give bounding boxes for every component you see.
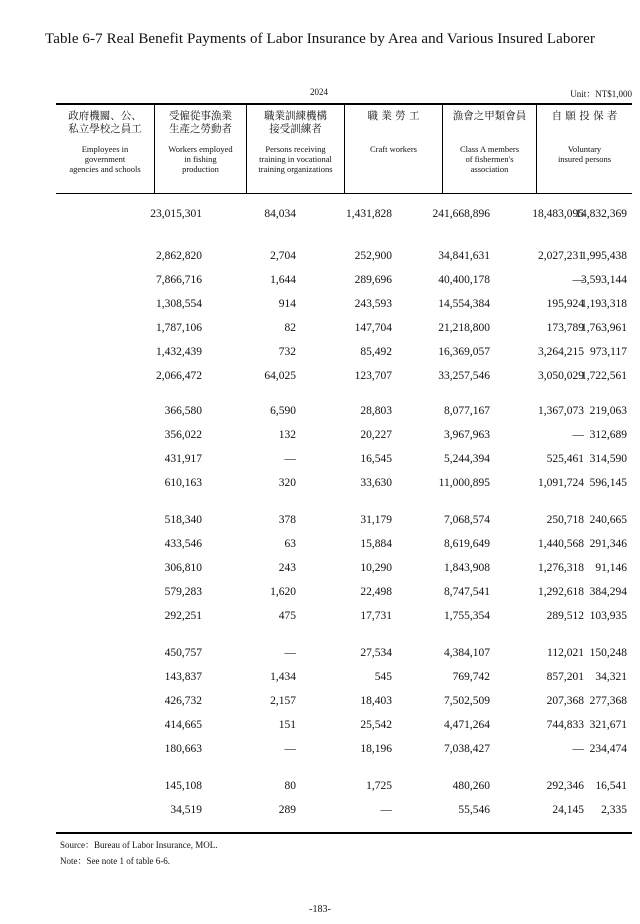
table-cell: 20,227 bbox=[360, 429, 392, 441]
table-cell: 433,546 bbox=[164, 538, 202, 550]
table-cell: 91,146 bbox=[595, 562, 627, 574]
table-cell: 289 bbox=[278, 804, 296, 816]
table-cell: 55,546 bbox=[458, 804, 490, 816]
table-cell: 2,704 bbox=[270, 250, 296, 262]
table-cell: 16,545 bbox=[360, 453, 392, 465]
table-cell: 17,731 bbox=[360, 610, 392, 622]
table-cell: 250,718 bbox=[546, 514, 584, 526]
table-cell: 1,995,438 bbox=[581, 250, 627, 262]
table-cell: 15,884 bbox=[360, 538, 392, 550]
table-cell: — bbox=[572, 743, 584, 755]
table-cell: 10,290 bbox=[360, 562, 392, 574]
table-row bbox=[56, 671, 632, 687]
table-cell: 16,369,057 bbox=[438, 346, 490, 358]
column-header-zh: 漁會之甲類會員 bbox=[452, 110, 527, 122]
column-header-zh: 政府機關、公、 私立學校之員工 bbox=[68, 110, 142, 135]
source-note: Source：Bureau of Labor Insurance, MOL. bbox=[60, 840, 218, 850]
table-cell: 243 bbox=[278, 562, 296, 574]
table-cell: 480,260 bbox=[452, 780, 490, 792]
table-cell: 1,725 bbox=[366, 780, 392, 792]
table-cell: 24,145 bbox=[552, 804, 584, 816]
table-cell: 143,837 bbox=[164, 671, 202, 683]
table-cell: 292,251 bbox=[164, 610, 202, 622]
table-cell: 84,034 bbox=[264, 208, 296, 220]
table-row bbox=[56, 370, 632, 386]
table-cell: 63 bbox=[284, 538, 296, 550]
table-cell: — bbox=[284, 453, 296, 465]
table-cell: 207,368 bbox=[546, 695, 584, 707]
table-cell: 1,763,961 bbox=[581, 322, 627, 334]
column-header-en: Employees in government agencies and schools bbox=[69, 144, 141, 174]
table-cell: 312,689 bbox=[589, 429, 627, 441]
footnote: Note：See note 1 of table 6-6. bbox=[60, 856, 170, 866]
table-cell: 1,367,073 bbox=[538, 405, 584, 417]
table-cell: 252,900 bbox=[354, 250, 392, 262]
table-row bbox=[56, 562, 632, 578]
table-cell: 64,025 bbox=[264, 370, 296, 382]
table-cell: 2,027,231 bbox=[538, 250, 584, 262]
column-header-en: Voluntary insured persons bbox=[557, 144, 612, 164]
table-row bbox=[56, 610, 632, 626]
table-row bbox=[56, 322, 632, 338]
table-cell: 384,294 bbox=[589, 586, 627, 598]
table-row bbox=[56, 298, 632, 314]
table-cell: 28,803 bbox=[360, 405, 392, 417]
table-cell: 914 bbox=[278, 298, 296, 310]
table-cell: 31,179 bbox=[360, 514, 392, 526]
table-cell: 3,593,144 bbox=[581, 274, 627, 286]
table-cell: — bbox=[284, 647, 296, 659]
table-cell: 320 bbox=[278, 477, 296, 489]
table-cell: 5,244,394 bbox=[444, 453, 490, 465]
table-cell: 1,620 bbox=[270, 586, 296, 598]
column-header-zh: 自 願 投 保 者 bbox=[551, 110, 618, 122]
table-row bbox=[56, 208, 632, 224]
year-label: 2024 bbox=[310, 87, 328, 97]
table-row bbox=[56, 274, 632, 290]
table-cell: 3,967,963 bbox=[444, 429, 490, 441]
table-row bbox=[56, 780, 632, 796]
table-cell: 7,038,427 bbox=[444, 743, 490, 755]
table-cell: 2,862,820 bbox=[156, 250, 202, 262]
table-cell: 7,502,509 bbox=[444, 695, 490, 707]
table-cell: 14,832,369 bbox=[575, 208, 627, 220]
table-cell: 240,665 bbox=[589, 514, 627, 526]
table-cell: 40,400,178 bbox=[438, 274, 490, 286]
table-cell: 16,541 bbox=[595, 780, 627, 792]
column-header-fishing-workers bbox=[155, 110, 246, 174]
table-cell: 8,747,541 bbox=[444, 586, 490, 598]
table-cell: 1,440,568 bbox=[538, 538, 584, 550]
table-cell: 180,663 bbox=[164, 743, 202, 755]
table-cell: 1,276,318 bbox=[538, 562, 584, 574]
table-cell: 4,384,107 bbox=[444, 647, 490, 659]
table-cell: 1,434 bbox=[270, 671, 296, 683]
table-cell: — bbox=[572, 429, 584, 441]
column-header-voluntary-insured bbox=[537, 110, 632, 164]
table-cell: 33,630 bbox=[360, 477, 392, 489]
table-cell: 1,432,439 bbox=[156, 346, 202, 358]
column-header-employees bbox=[56, 110, 154, 174]
table-cell: 545 bbox=[374, 671, 392, 683]
table-cell: 1,722,561 bbox=[581, 370, 627, 382]
table-cell: 1,193,318 bbox=[581, 298, 627, 310]
table-cell: 6,590 bbox=[270, 405, 296, 417]
table-title: Table 6-7 Real Benefit Payments of Labor Insurance by Area and Various Insured Laborer bbox=[44, 31, 595, 47]
table-cell: — bbox=[572, 274, 584, 286]
column-header-vocational-trainees bbox=[247, 110, 344, 174]
table-cell: 234,474 bbox=[589, 743, 627, 755]
table-cell: 414,665 bbox=[164, 719, 202, 731]
table-cell: 356,022 bbox=[164, 429, 202, 441]
table-cell: 8,077,167 bbox=[444, 405, 490, 417]
column-header-zh: 職 業 勞 工 bbox=[367, 110, 420, 122]
table-cell: 475 bbox=[278, 610, 296, 622]
table-cell: 289,696 bbox=[354, 274, 392, 286]
table-cell: 1,755,354 bbox=[444, 610, 490, 622]
table-cell: 21,218,800 bbox=[438, 322, 490, 334]
table-cell: 123,707 bbox=[354, 370, 392, 382]
table-cell: 292,346 bbox=[546, 780, 584, 792]
table-cell: 147,704 bbox=[354, 322, 392, 334]
table-cell: 2,157 bbox=[270, 695, 296, 707]
table-cell: 314,590 bbox=[589, 453, 627, 465]
column-header-en: Craft workers bbox=[370, 144, 417, 154]
table-row bbox=[56, 453, 632, 469]
table-cell: 34,321 bbox=[595, 671, 627, 683]
table-cell: 579,283 bbox=[164, 586, 202, 598]
table-cell: 34,841,631 bbox=[438, 250, 490, 262]
table-cell: — bbox=[284, 743, 296, 755]
table-cell: 22,498 bbox=[360, 586, 392, 598]
table-cell: 857,201 bbox=[546, 671, 584, 683]
table-cell: 112,021 bbox=[547, 647, 584, 659]
header-bottom-rule bbox=[56, 193, 632, 194]
table-row bbox=[56, 586, 632, 602]
table-cell: 366,580 bbox=[164, 405, 202, 417]
table-cell: 291,346 bbox=[589, 538, 627, 550]
table-cell: 8,619,649 bbox=[444, 538, 490, 550]
table-cell: 610,163 bbox=[164, 477, 202, 489]
table-cell: 732 bbox=[278, 346, 296, 358]
table-cell: 241,668,896 bbox=[432, 208, 490, 220]
table-row bbox=[56, 250, 632, 266]
table-cell: 34,519 bbox=[170, 804, 202, 816]
column-header-zh: 受僱從事漁業 生產之勞動者 bbox=[169, 110, 232, 135]
table-cell: 1,091,724 bbox=[538, 477, 584, 489]
table-cell: 18,196 bbox=[360, 743, 392, 755]
table-cell: 306,810 bbox=[164, 562, 202, 574]
table-cell: 3,050,029 bbox=[538, 370, 584, 382]
table-row bbox=[56, 346, 632, 362]
table-cell: 11,000,895 bbox=[438, 477, 490, 489]
table-cell: 132 bbox=[278, 429, 296, 441]
column-header-en: Persons receiving training in vocational training organizations bbox=[258, 144, 333, 174]
table-cell: 82 bbox=[284, 322, 296, 334]
unit-label: Unit：NT$1,000 bbox=[570, 89, 632, 99]
table-cell: 33,257,546 bbox=[438, 370, 490, 382]
table-cell: 596,145 bbox=[589, 477, 627, 489]
table-row bbox=[56, 804, 632, 820]
table-cell: 1,843,908 bbox=[444, 562, 490, 574]
table-cell: 173,789 bbox=[546, 322, 584, 334]
column-header-craft-workers bbox=[345, 110, 442, 154]
table-cell: 518,340 bbox=[164, 514, 202, 526]
table-cell: 1,292,618 bbox=[538, 586, 584, 598]
table-cell: 18,483,095 bbox=[532, 208, 584, 220]
table-cell: 1,308,554 bbox=[156, 298, 202, 310]
table-row bbox=[56, 647, 632, 663]
table-cell: 243,593 bbox=[354, 298, 392, 310]
table-row bbox=[56, 477, 632, 493]
table-cell: 378 bbox=[278, 514, 296, 526]
table-cell: 525,461 bbox=[546, 453, 584, 465]
table-cell: 973,117 bbox=[590, 346, 627, 358]
table-row bbox=[56, 538, 632, 554]
table-cell: 744,833 bbox=[546, 719, 584, 731]
column-header-fishermen-members bbox=[443, 110, 536, 174]
table-cell: 103,935 bbox=[589, 610, 627, 622]
table-cell: 151 bbox=[278, 719, 296, 731]
table-cell: 18,403 bbox=[360, 695, 392, 707]
table-row bbox=[56, 429, 632, 445]
table-cell: 426,732 bbox=[164, 695, 202, 707]
table-cell: 3,264,215 bbox=[538, 346, 584, 358]
page-number: -183- bbox=[309, 904, 331, 915]
table-cell: 195,924 bbox=[546, 298, 584, 310]
table-row bbox=[56, 695, 632, 711]
table-cell: 431,917 bbox=[164, 453, 202, 465]
table-cell: 321,671 bbox=[589, 719, 627, 731]
table-bottom-rule bbox=[56, 832, 632, 834]
table-cell: 14,554,384 bbox=[438, 298, 490, 310]
column-header-en: Class A members of fishermen's association bbox=[459, 144, 520, 174]
table-cell: 4,471,264 bbox=[444, 719, 490, 731]
table-cell: 2,066,472 bbox=[156, 370, 202, 382]
table-cell: — bbox=[380, 804, 392, 816]
table-cell: 1,644 bbox=[270, 274, 296, 286]
table-cell: 7,068,574 bbox=[444, 514, 490, 526]
table-cell: 80 bbox=[284, 780, 296, 792]
table-cell: 85,492 bbox=[360, 346, 392, 358]
table-row bbox=[56, 719, 632, 735]
table-cell: 23,015,301 bbox=[150, 208, 202, 220]
table-cell: 145,108 bbox=[164, 780, 202, 792]
table-row bbox=[56, 514, 632, 530]
table-row bbox=[56, 405, 632, 421]
table-cell: 150,248 bbox=[589, 647, 627, 659]
table-cell: 27,534 bbox=[360, 647, 392, 659]
table-cell: 277,368 bbox=[589, 695, 627, 707]
column-header-en: Workers employed in fishing production bbox=[168, 144, 233, 174]
table-cell: 289,512 bbox=[546, 610, 584, 622]
table-cell: 450,757 bbox=[164, 647, 202, 659]
table-row bbox=[56, 743, 632, 759]
table-cell: 769,742 bbox=[452, 671, 490, 683]
table-cell: 219,063 bbox=[589, 405, 627, 417]
table-cell: 2,335 bbox=[601, 804, 627, 816]
table-cell: 7,866,716 bbox=[156, 274, 202, 286]
table-cell: 25,542 bbox=[360, 719, 392, 731]
table-cell: 1,787,106 bbox=[156, 322, 202, 334]
table-cell: 1,431,828 bbox=[346, 208, 392, 220]
column-header-zh: 職業訓練機構 接受訓練者 bbox=[264, 110, 327, 135]
